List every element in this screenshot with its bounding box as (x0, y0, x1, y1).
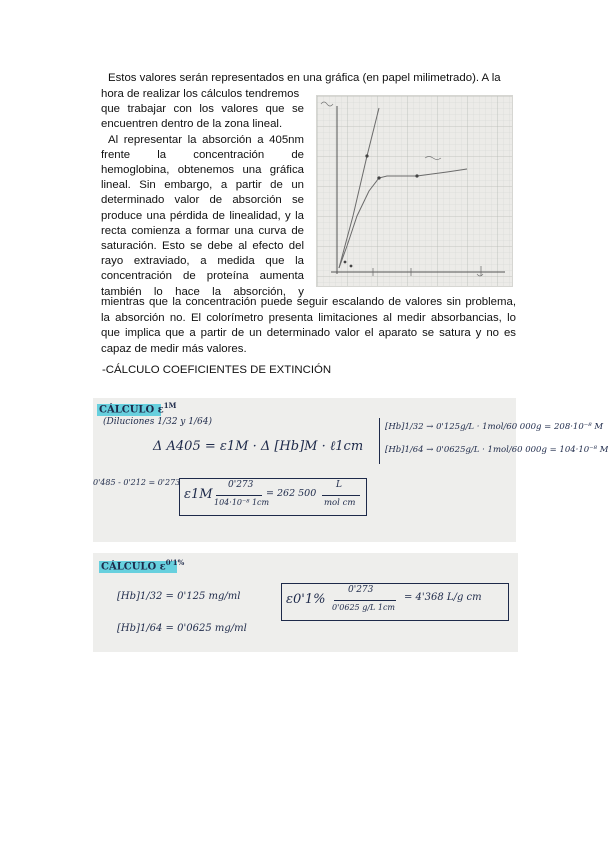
note1-result-num: 0'273 (228, 480, 254, 490)
data-point (365, 154, 368, 157)
paragraph-full-line: que implica que a partir de un determinado valor el aparato se satura y no es (101, 327, 516, 340)
absorbance-graph-photo (316, 95, 513, 287)
paragraph-wrapped-line: Al representar la absorción a 405nm (108, 133, 304, 146)
paragraph-wrapped-line: encuentren dentro de la zona lineal. (101, 118, 283, 131)
paragraph-wrapped-line: lineal. Sin embargo, a partir de un (101, 179, 304, 192)
note2-result-num: 0'273 (348, 585, 374, 595)
note1-hb-164: [Hb]1/64 → 0'0625g/L · 1mol/60 000g = 104·10⁻⁸ M (385, 445, 608, 455)
data-point (344, 261, 347, 264)
note1-result-value: = 262 500 (266, 488, 317, 499)
paragraph-wrapped-line: recta comienza a formar una curva de (101, 224, 304, 237)
note1-result-den: 104·10⁻⁸ 1cm (214, 498, 270, 507)
paragraph-wrapped-line: frente la concentración de (101, 148, 304, 161)
calc-note-01pct (93, 553, 518, 652)
data-point (415, 174, 418, 177)
note2-hb-132: [Hb]1/32 = 0'125 mg/ml (117, 591, 241, 602)
note2-hb-164: [Hb]1/64 = 0'0625 mg/ml (117, 623, 247, 634)
paragraph-full-line: mientras que la concentración puede seguir escalando de valores sin problema, (101, 296, 516, 308)
note1-result-unit-num: L (336, 480, 342, 490)
paragraph-wrapped-line: hora de realizar los cálculos tendremos (101, 88, 300, 100)
note1-result-unit-den: mol cm (324, 498, 356, 508)
section-heading: -CÁLCULO COEFICIENTES DE EXTINCIÓN (102, 364, 332, 376)
note1-dilutions: (Diluciones 1/32 y 1/64) (103, 417, 212, 427)
note2-result-value: = 4'368 L/g cm (404, 592, 482, 603)
note2-result-lhs: ε0'1% (286, 592, 326, 607)
paragraph-wrapped-line: también lo hace la absorción, y (101, 285, 304, 298)
paragraph-full-line: la absorción no. El colorímetro presenta limitaciones al medir absorbancias, lo (101, 311, 516, 324)
paragraph-full-line: capaz de medir más valores. (101, 342, 247, 355)
note2-result-box (281, 583, 509, 621)
note2-result-den: 0'0625 g/L 1cm (332, 603, 396, 612)
data-point (350, 265, 353, 268)
bracket-line (379, 418, 380, 464)
paragraph-wrapped-line: produce una pérdida de linealidad, y la (101, 209, 304, 222)
paragraph-wrapped-line: saturación. Esto se debe al efecto del (101, 240, 304, 252)
paragraph-wrapped-line: que trabajar con los valores que se (101, 103, 304, 116)
graph-paper (317, 96, 512, 286)
paragraph-wrapped-line: hemoglobina, obtenemos una gráfica (101, 164, 304, 176)
note1-title: CÁLCULO $\varepsilon^{1M}$ (99, 401, 177, 416)
note1-result-lhs: ε1M (184, 487, 213, 502)
note1-delta: 0'485 - 0'212 = 0'273 (93, 478, 181, 487)
calc-note-1m (93, 398, 608, 542)
paragraph-wrapped-line: rayo extraviado, a medida que la (101, 255, 304, 268)
paragraph-wrapped-line: determinado valor de absorción se (101, 194, 304, 207)
data-point (377, 176, 380, 179)
paragraph-wrapped-line: concentración de proteína aumenta (101, 270, 304, 283)
note1-result-box (179, 478, 367, 516)
note1-equation: Δ A405 = ε1M · Δ [Hb]M · ℓ1cm (153, 439, 364, 454)
paragraph-line-1: Estos valores serán representados en una gráfica (en papel milimetrado). A la (108, 72, 501, 84)
note1-hb-132: [Hb]1/32 → 0'125g/L · 1mol/60 000g = 208·10⁻⁸ M (385, 422, 604, 432)
note2-title: CÁLCULO $\varepsilon^{0'1\%}$ (101, 558, 185, 573)
